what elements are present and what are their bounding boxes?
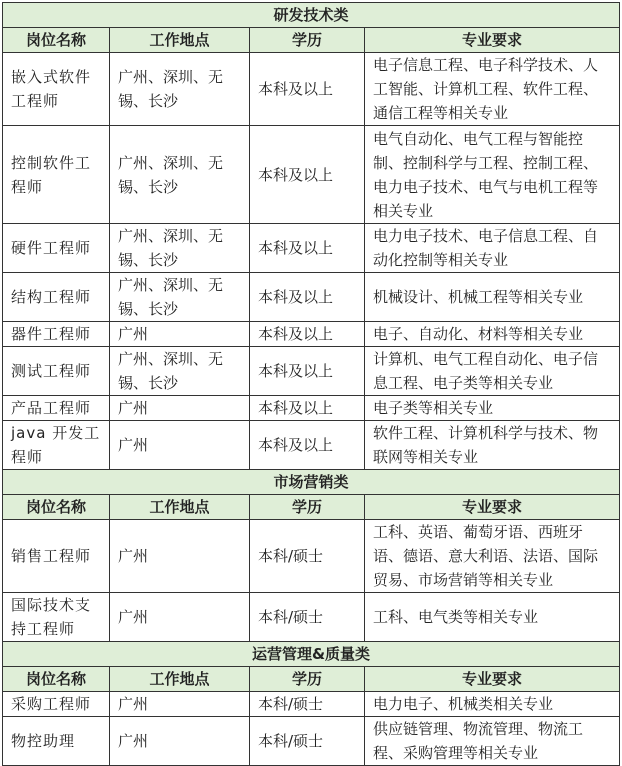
table-row — [3, 520, 620, 593]
education-level: 本科/硕士 — [250, 692, 365, 717]
education-level: 本科及以上 — [250, 421, 365, 470]
work-location: 广州 — [110, 593, 250, 642]
major-requirement: 电子、自动化、材料等相关专业 — [365, 322, 620, 347]
column-header-row — [3, 495, 620, 520]
column-header-row — [3, 667, 620, 692]
table-body — [3, 3, 620, 766]
position-name: java 开发工程师 — [3, 421, 110, 470]
work-location: 广州 — [110, 717, 250, 766]
table-row — [3, 322, 620, 347]
work-location: 广州、深圳、无锡、长沙 — [110, 53, 250, 126]
work-location: 广州 — [110, 322, 250, 347]
major-requirement: 软件工程、计算机科学与技术、物联网等相关专业 — [365, 421, 620, 470]
major-requirement: 电子类等相关专业 — [365, 396, 620, 421]
section-title: 研发技术类 — [3, 3, 620, 28]
education-level: 本科及以上 — [250, 53, 365, 126]
column-header-position: 岗位名称 — [3, 28, 110, 53]
section-header-rd — [3, 3, 620, 28]
position-name: 产品工程师 — [3, 396, 110, 421]
work-location: 广州 — [110, 520, 250, 593]
recruitment-table — [2, 2, 620, 766]
table-row — [3, 396, 620, 421]
major-requirement: 电力电子、机械类相关专业 — [365, 692, 620, 717]
major-requirement: 工科、英语、葡萄牙语、西班牙语、德语、意大利语、法语、国际贸易、市场营销等相关专业 — [365, 520, 620, 593]
position-name: 硬件工程师 — [3, 224, 110, 273]
column-header-row — [3, 28, 620, 53]
education-level: 本科/硕士 — [250, 520, 365, 593]
column-header-position: 岗位名称 — [3, 495, 110, 520]
table-row — [3, 224, 620, 273]
position-name: 控制软件工程师 — [3, 126, 110, 224]
education-level: 本科及以上 — [250, 126, 365, 224]
position-name: 采购工程师 — [3, 692, 110, 717]
major-requirement: 机械设计、机械工程等相关专业 — [365, 273, 620, 322]
section-title: 市场营销类 — [3, 470, 620, 495]
table-row — [3, 273, 620, 322]
table-row — [3, 717, 620, 766]
table-row — [3, 421, 620, 470]
major-requirement: 供应链管理、物流管理、物流工程、采购管理等相关专业 — [365, 717, 620, 766]
education-level: 本科及以上 — [250, 224, 365, 273]
position-name: 测试工程师 — [3, 347, 110, 396]
education-level: 本科及以上 — [250, 273, 365, 322]
education-level: 本科及以上 — [250, 322, 365, 347]
position-name: 结构工程师 — [3, 273, 110, 322]
work-location: 广州 — [110, 692, 250, 717]
column-header-education: 学历 — [250, 495, 365, 520]
major-requirement: 电子信息工程、电子科学技术、人工智能、计算机工程、软件工程、通信工程等相关专业 — [365, 53, 620, 126]
section-header-marketing — [3, 470, 620, 495]
column-header-location: 工作地点 — [110, 667, 250, 692]
column-header-position: 岗位名称 — [3, 667, 110, 692]
education-level: 本科及以上 — [250, 347, 365, 396]
position-name: 物控助理 — [3, 717, 110, 766]
table-row — [3, 692, 620, 717]
work-location: 广州、深圳、无锡、长沙 — [110, 273, 250, 322]
section-title: 运营管理&质量类 — [3, 642, 620, 667]
work-location: 广州 — [110, 421, 250, 470]
position-name: 国际技术支持工程师 — [3, 593, 110, 642]
education-level: 本科/硕士 — [250, 593, 365, 642]
section-header-operations — [3, 642, 620, 667]
work-location: 广州、深圳、无锡、长沙 — [110, 347, 250, 396]
position-name: 嵌入式软件工程师 — [3, 53, 110, 126]
major-requirement: 电气自动化、电气工程与智能控制、控制科学与工程、控制工程、电力电子技术、电气与电机工程等相关专业 — [365, 126, 620, 224]
column-header-major: 专业要求 — [365, 667, 620, 692]
position-name: 器件工程师 — [3, 322, 110, 347]
column-header-education: 学历 — [250, 667, 365, 692]
table-row — [3, 593, 620, 642]
table-row — [3, 347, 620, 396]
major-requirement: 工科、电气类等相关专业 — [365, 593, 620, 642]
major-requirement: 电力电子技术、电子信息工程、自动化控制等相关专业 — [365, 224, 620, 273]
column-header-location: 工作地点 — [110, 495, 250, 520]
table-row — [3, 53, 620, 126]
column-header-major: 专业要求 — [365, 495, 620, 520]
work-location: 广州、深圳、无锡、长沙 — [110, 224, 250, 273]
major-requirement: 计算机、电气工程自动化、电子信息工程、电子类等相关专业 — [365, 347, 620, 396]
table-row — [3, 126, 620, 224]
education-level: 本科/硕士 — [250, 717, 365, 766]
column-header-education: 学历 — [250, 28, 365, 53]
column-header-major: 专业要求 — [365, 28, 620, 53]
work-location: 广州 — [110, 396, 250, 421]
work-location: 广州、深圳、无锡、长沙 — [110, 126, 250, 224]
column-header-location: 工作地点 — [110, 28, 250, 53]
education-level: 本科及以上 — [250, 396, 365, 421]
position-name: 销售工程师 — [3, 520, 110, 593]
